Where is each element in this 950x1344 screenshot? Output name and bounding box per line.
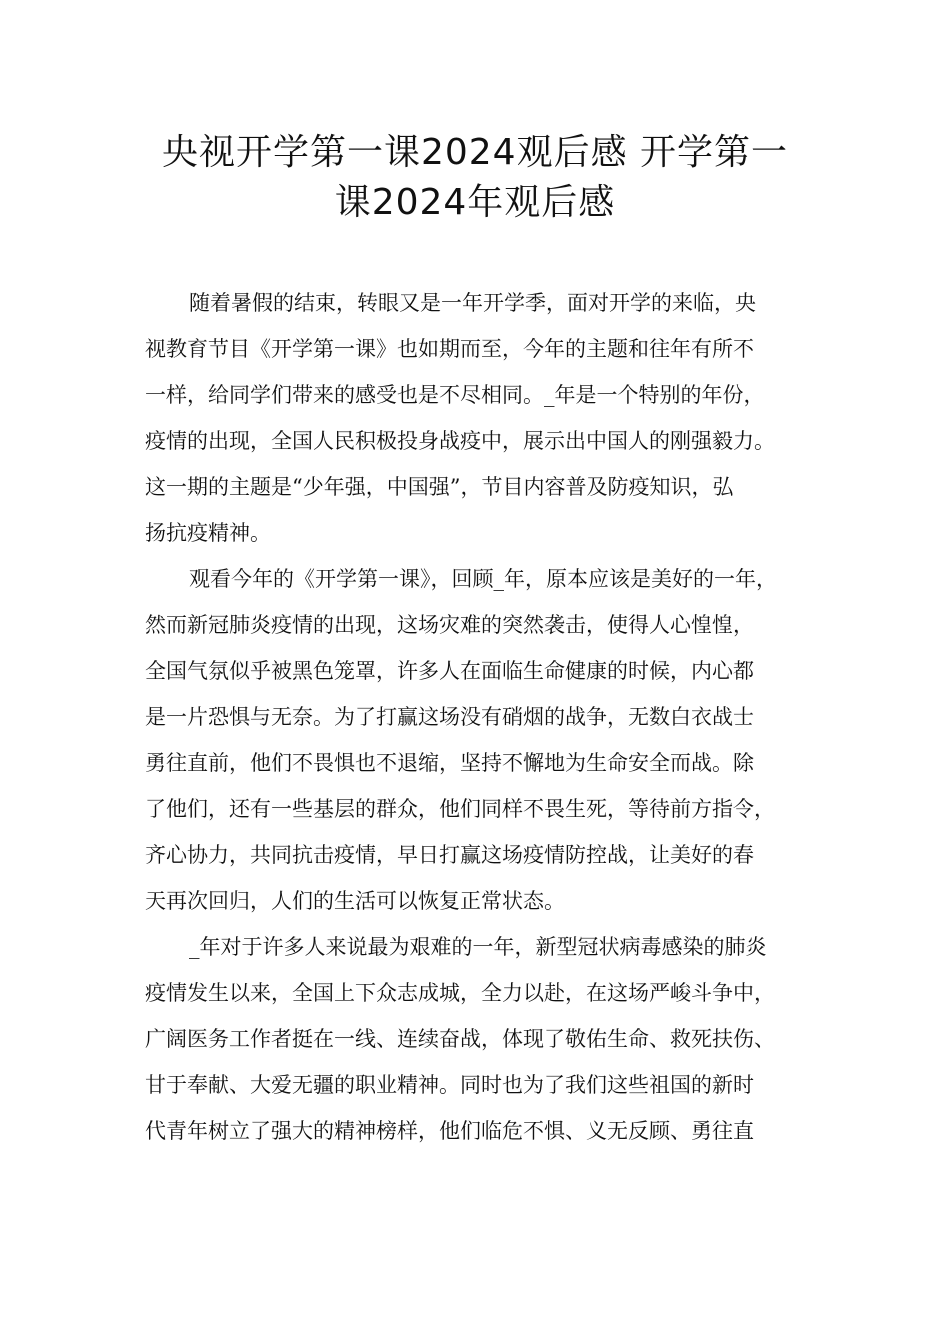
text-line: 了他们，还有一些基层的群众，他们同样不畏生死，等待前方指令， [145,797,775,821]
title-line: 央视开学第一课2024观后感 开学第一 [161,132,789,173]
title-line: 课2024年观后感 [334,182,616,223]
text-line: 勇往直前，他们不畏惧也不退缩，坚持不懈地为生命安全而战。除 [145,751,754,775]
text-line: 视教育节目《开学第一课》也如期而至，今年的主题和往年有所不 [145,337,754,361]
paragraph [145,280,825,556]
text-line: 代青年树立了强大的精神榜样，他们临危不惧、义无反顾、勇往直 [145,1119,754,1143]
text-line: 疫情的出现，全国人民积极投身战疫中，展示出中国人的刚强毅力。 [145,429,775,453]
text-line: 甘于奉献、大爱无疆的职业精神。同时也为了我们这些祖国的新时 [145,1073,754,1097]
text-line: 疫情发生以来，全国上下众志成城，全力以赴，在这场严峻斗争中， [145,981,775,1005]
paragraph [145,556,825,924]
text-line: 广阔医务工作者挺在一线、连续奋战，体现了敬佑生命、救死扶伤、 [145,1027,775,1051]
text-line: 全国气氛似乎被黑色笼罩，许多人在面临生命健康的时候，内心都 [145,659,754,683]
text-line: 然而新冠肺炎疫情的出现，这场灾难的突然袭击，使得人心惶惶， [145,613,754,637]
document-title [100,128,850,228]
paragraph [145,924,825,1154]
text-line: 齐心协力，共同抗击疫情，早日打赢这场疫情防控战，让美好的春 [145,843,754,867]
text-line: 一样，给同学们带来的感受也是不尽相同。_年是一个特别的年份， [145,383,765,407]
text-line: 扬抗疫精神。 [145,521,271,545]
document-body [145,280,825,1154]
text-line: 随着暑假的结束，转眼又是一年开学季，面对开学的来临，央 [189,291,756,315]
text-line: _年对于许多人来说最为艰难的一年，新型冠状病毒感染的肺炎 [189,935,767,959]
text-line: 天再次回归，人们的生活可以恢复正常状态。 [145,889,565,913]
text-line: 这一期的主题是“少年强，中国强”，节目内容普及防疫知识，弘 [145,475,734,499]
text-line: 观看今年的《开学第一课》，回顾_年，原本应该是美好的一年， [189,567,777,591]
text-line: 是一片恐惧与无奈。为了打赢这场没有硝烟的战争，无数白衣战士 [145,705,754,729]
